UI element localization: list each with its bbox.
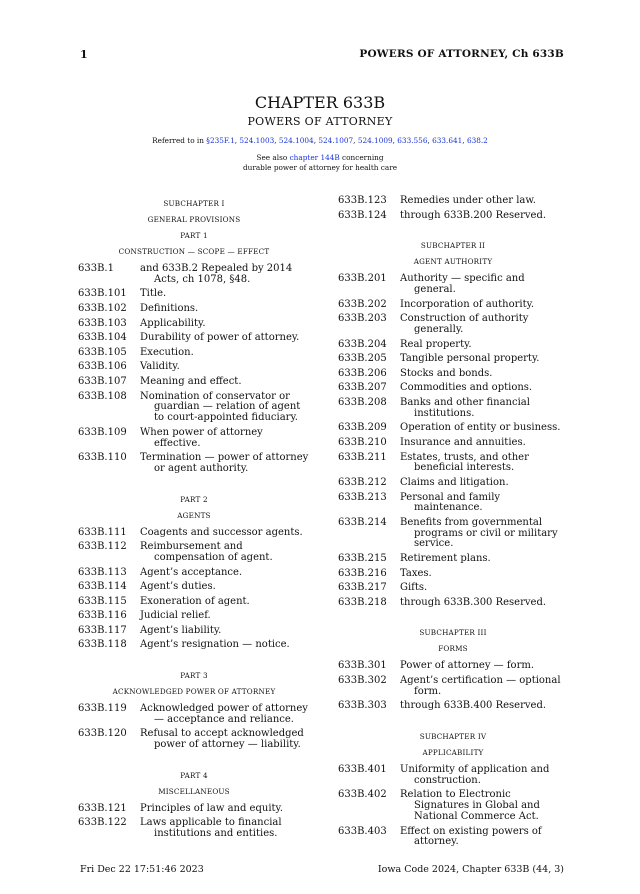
section-number: 633B.120 bbox=[78, 728, 127, 740]
section-heading: PART 3 bbox=[180, 671, 208, 681]
toc-entry bbox=[78, 597, 310, 608]
section-number: 633B.103 bbox=[78, 317, 127, 329]
section-number: 633B.212 bbox=[338, 476, 387, 488]
toc-entry bbox=[78, 333, 310, 344]
reference-link[interactable]: §235F.1 bbox=[206, 136, 235, 145]
section-title: Termination — power of attorney or agent authority. bbox=[140, 452, 309, 474]
section-number: 633B.216 bbox=[338, 567, 387, 579]
see-also-line-2: durable power of attorney for health care bbox=[242, 162, 398, 172]
section-number: 633B.124 bbox=[338, 209, 387, 221]
spacer bbox=[338, 225, 568, 238]
section-number: 633B.217 bbox=[338, 582, 387, 594]
toc-entry bbox=[338, 423, 568, 434]
section-number: 633B.116 bbox=[78, 610, 127, 622]
section-title: Durability of power of attorney. bbox=[140, 332, 300, 344]
reference-link[interactable]: 633.556 bbox=[397, 136, 428, 145]
toc-entry bbox=[338, 383, 568, 394]
reference-separator: , bbox=[274, 136, 279, 145]
section-number: 633B.206 bbox=[338, 367, 387, 379]
section-number: 633B.117 bbox=[78, 624, 127, 636]
see-also-link[interactable]: chapter 144B bbox=[289, 153, 340, 162]
section-number: 633B.303 bbox=[338, 700, 387, 712]
section-heading: CONSTRUCTION — SCOPE — EFFECT bbox=[118, 247, 270, 256]
section-number: 633B.205 bbox=[338, 353, 387, 365]
toc-entry bbox=[78, 542, 310, 564]
section-number: 633B.403 bbox=[338, 825, 387, 837]
reference-link[interactable]: 524.1009 bbox=[357, 136, 393, 145]
chapter-subtitle: POWERS OF ATTORNEY bbox=[247, 115, 393, 128]
reference-separator: , bbox=[234, 136, 240, 145]
footer-citation: Iowa Code 2024, Chapter 633B (44, 3) bbox=[377, 864, 564, 875]
toc-entry bbox=[338, 274, 568, 296]
section-title: Effect on existing powers of attorney. bbox=[400, 825, 542, 848]
section-number: 633B.218 bbox=[338, 596, 387, 608]
chapter-title: CHAPTER 633B bbox=[254, 93, 386, 112]
toc-entry bbox=[338, 354, 568, 365]
section-title: Agent’s duties. bbox=[140, 581, 216, 593]
section-heading: SUBCHAPTER I bbox=[163, 199, 225, 208]
toc-entry bbox=[78, 453, 310, 475]
section-number: 633B.211 bbox=[338, 451, 387, 463]
section-title: Reimbursement and compensation of agent. bbox=[140, 541, 273, 563]
section-title: Uniformity of application and construction. bbox=[400, 764, 550, 786]
section-title: Taxes. bbox=[400, 567, 432, 579]
section-number: 633B.301 bbox=[338, 660, 387, 672]
left-column bbox=[78, 196, 310, 844]
toc-entry bbox=[338, 438, 568, 449]
toc-entry bbox=[338, 583, 568, 594]
section-heading: MISCELLANEOUS bbox=[158, 786, 230, 796]
section-title: Power of attorney — form. bbox=[400, 660, 535, 672]
reference-link[interactable]: 638.2 bbox=[466, 136, 488, 145]
section-heading: ACKNOWLEDGED POWER OF ATTORNEY bbox=[112, 687, 276, 697]
spacer bbox=[338, 612, 568, 625]
toc-entry bbox=[78, 611, 310, 622]
toc-entry bbox=[338, 598, 568, 609]
toc-entry bbox=[338, 398, 568, 420]
toc-entry bbox=[338, 478, 568, 489]
section-number: 633B.201 bbox=[338, 273, 387, 285]
section-title: Benefits from governmental programs or civil or military service. bbox=[400, 516, 558, 550]
section-heading: AGENTS bbox=[177, 510, 211, 520]
section-title: Construction of authority generally. bbox=[400, 313, 529, 335]
toc-entry bbox=[78, 729, 310, 751]
toc-entry bbox=[78, 392, 310, 424]
section-number: 633B.213 bbox=[338, 491, 387, 503]
reference-separator: , bbox=[462, 136, 467, 145]
section-title: Commodities and options. bbox=[400, 382, 533, 394]
section-number: 633B.113 bbox=[78, 566, 127, 578]
toc-entry bbox=[78, 804, 310, 815]
section-number: 633B.111 bbox=[78, 526, 127, 538]
section-title: Operation of entity or business. bbox=[400, 422, 561, 434]
toc-entry bbox=[338, 765, 568, 787]
toc-entry bbox=[338, 300, 568, 311]
section-title: Validity. bbox=[140, 361, 180, 373]
section-title: Claims and litigation. bbox=[400, 476, 509, 488]
section-number: 633B.119 bbox=[78, 703, 127, 715]
section-heading: APPLICABILITY bbox=[422, 748, 484, 758]
section-number: 633B.101 bbox=[78, 288, 127, 300]
section-number: 633B.215 bbox=[338, 553, 387, 565]
section-title: Agent’s liability. bbox=[140, 624, 222, 636]
toc-entry bbox=[338, 314, 568, 336]
section-number: 633B.112 bbox=[78, 541, 127, 553]
toc-entry bbox=[78, 640, 310, 651]
section-heading: AGENT AUTHORITY bbox=[413, 257, 493, 267]
toc-entry bbox=[338, 661, 568, 672]
toc-entry bbox=[78, 362, 310, 373]
section-number: 633B.106 bbox=[78, 361, 127, 373]
reference-separator: , bbox=[427, 136, 433, 145]
section-title: Tangible personal property. bbox=[400, 353, 540, 365]
see-also-note bbox=[0, 153, 640, 172]
section-title: Coagents and successor agents. bbox=[140, 526, 303, 538]
toc-entry bbox=[338, 569, 568, 580]
spacer bbox=[78, 479, 310, 492]
section-number: 633B.302 bbox=[338, 675, 387, 687]
section-number: 633B.114 bbox=[78, 581, 127, 593]
section-title: Stocks and bonds. bbox=[400, 367, 493, 379]
toc-entry bbox=[78, 818, 310, 840]
toc-entry bbox=[338, 493, 568, 515]
section-heading: PART 4 bbox=[180, 770, 208, 780]
section-heading: PART 2 bbox=[180, 494, 208, 504]
section-heading: SUBCHAPTER IV bbox=[419, 732, 487, 742]
toc-entry bbox=[338, 790, 568, 822]
section-number: 633B.209 bbox=[338, 422, 387, 434]
section-number: 633B.1 bbox=[78, 263, 114, 274]
section-title: Agent’s acceptance. bbox=[140, 566, 243, 578]
section-title: Authority — specific and general. bbox=[400, 273, 525, 295]
running-title: POWERS OF ATTORNEY, Ch 633B bbox=[359, 48, 564, 60]
section-title: through 633B.400 Reserved. bbox=[400, 700, 547, 712]
see-also-suffix: concerning bbox=[339, 153, 384, 162]
section-title: Acknowledged power of attorney — acceptance and reliance. bbox=[140, 703, 308, 725]
toc-entry bbox=[78, 626, 310, 637]
section-number: 633B.105 bbox=[78, 346, 127, 358]
toc-entry bbox=[78, 377, 310, 388]
section-title: Judicial relief. bbox=[140, 610, 211, 622]
spacer bbox=[78, 755, 310, 768]
reference-separator: , bbox=[313, 136, 319, 145]
section-title: Real property. bbox=[400, 338, 472, 350]
see-also-line-1 bbox=[0, 153, 640, 163]
section-number: 633B.210 bbox=[338, 436, 387, 448]
section-heading: SUBCHAPTER III bbox=[419, 628, 487, 638]
section-title: Insurance and annuities. bbox=[400, 436, 526, 448]
section-title: Nomination of conservator or guardian — relation of agent to court-appointed fiduciary. bbox=[140, 390, 301, 424]
reference-link[interactable]: 524.1004 bbox=[278, 136, 314, 145]
section-heading: SUBCHAPTER II bbox=[420, 241, 486, 251]
section-title: Banks and other financial institutions. bbox=[400, 396, 530, 419]
spacer bbox=[338, 716, 568, 729]
section-title: Agent’s resignation — notice. bbox=[140, 639, 290, 651]
page-number: 1 bbox=[80, 48, 88, 61]
referred-to-line bbox=[0, 136, 640, 145]
section-number: 633B.109 bbox=[78, 426, 127, 438]
section-number: 633B.401 bbox=[338, 764, 387, 776]
section-number: 633B.104 bbox=[78, 332, 127, 344]
section-title: Relation to Electronic Signatures in Global and National Commerce Act. bbox=[400, 789, 540, 823]
section-heading: PART 1 bbox=[180, 231, 208, 240]
section-number: 633B.121 bbox=[78, 802, 127, 814]
toc-entry bbox=[338, 518, 568, 550]
section-title: Applicability. bbox=[140, 317, 206, 329]
toc-entry bbox=[338, 827, 568, 849]
section-title: Title. bbox=[140, 288, 167, 300]
toc-entry bbox=[338, 701, 568, 712]
section-title: Remedies under other law. bbox=[400, 195, 536, 206]
referred-links bbox=[206, 136, 488, 145]
section-title: through 633B.300 Reserved. bbox=[400, 596, 547, 608]
toc-entry bbox=[78, 568, 310, 579]
toc-entry bbox=[78, 348, 310, 359]
toc-entry bbox=[78, 304, 310, 315]
section-title: Definitions. bbox=[140, 302, 199, 314]
section-title: and 633B.2 Repealed by 2014 Acts, ch 1078, §48. bbox=[140, 263, 293, 285]
toc-entry bbox=[338, 340, 568, 351]
toc-entry bbox=[338, 554, 568, 565]
section-heading: GENERAL PROVISIONS bbox=[147, 215, 241, 224]
reference-separator: , bbox=[392, 136, 398, 145]
section-number: 633B.202 bbox=[338, 298, 387, 310]
toc-entry bbox=[78, 528, 310, 539]
section-number: 633B.108 bbox=[78, 390, 127, 402]
section-number: 633B.122 bbox=[78, 817, 127, 829]
section-title: Retirement plans. bbox=[400, 553, 491, 565]
section-number: 633B.110 bbox=[78, 452, 127, 464]
section-title: When power of attorney effective. bbox=[140, 426, 263, 449]
section-title: Agent’s certification — optional form. bbox=[400, 675, 561, 697]
section-title: Gifts. bbox=[400, 582, 428, 594]
section-number: 633B.115 bbox=[78, 595, 127, 607]
toc-entry bbox=[338, 211, 568, 222]
toc-entry bbox=[338, 369, 568, 380]
toc-entry bbox=[78, 582, 310, 593]
toc-entry bbox=[338, 676, 568, 698]
reference-link[interactable]: 633.641 bbox=[432, 136, 463, 145]
section-title: Incorporation of authority. bbox=[400, 298, 535, 310]
toc-entry bbox=[338, 196, 568, 207]
footer-timestamp: Fri Dec 22 17:51:46 2023 bbox=[80, 864, 204, 875]
section-number: 633B.204 bbox=[338, 338, 387, 350]
toc-entry bbox=[78, 704, 310, 726]
reference-link[interactable]: 524.1007 bbox=[318, 136, 354, 145]
section-title: Meaning and effect. bbox=[140, 375, 242, 387]
see-also-prefix: See also bbox=[256, 153, 290, 162]
section-title: Personal and family maintenance. bbox=[400, 491, 501, 514]
section-number: 633B.118 bbox=[78, 639, 127, 651]
section-number: 633B.208 bbox=[338, 396, 387, 408]
spacer bbox=[78, 655, 310, 668]
toc-entry bbox=[78, 264, 310, 286]
toc-entry bbox=[78, 428, 310, 450]
section-title: Principles of law and equity. bbox=[140, 802, 284, 814]
section-number: 633B.102 bbox=[78, 302, 127, 314]
section-number: 633B.123 bbox=[338, 195, 387, 206]
section-title: Estates, trusts, and other beneficial interests. bbox=[400, 451, 529, 474]
toc-entry bbox=[338, 453, 568, 475]
section-title: Execution. bbox=[140, 346, 194, 358]
reference-separator: , bbox=[353, 136, 358, 145]
section-number: 633B.214 bbox=[338, 516, 387, 528]
section-heading: FORMS bbox=[438, 644, 468, 654]
section-title: through 633B.200 Reserved. bbox=[400, 209, 547, 221]
section-number: 633B.107 bbox=[78, 375, 127, 387]
toc-entry bbox=[78, 289, 310, 300]
referred-prefix: Referred to in bbox=[152, 136, 207, 145]
section-number: 633B.203 bbox=[338, 313, 387, 325]
section-number: 633B.402 bbox=[338, 789, 387, 801]
right-column bbox=[338, 196, 568, 852]
section-title: Refusal to accept acknowledged power of attorney — liability. bbox=[140, 728, 304, 751]
section-number: 633B.207 bbox=[338, 382, 387, 394]
section-title: Exoneration of agent. bbox=[140, 595, 250, 607]
toc-entry bbox=[78, 319, 310, 330]
section-title: Laws applicable to financial institutions and entities. bbox=[140, 817, 282, 840]
reference-link[interactable]: 524.1003 bbox=[239, 136, 275, 145]
